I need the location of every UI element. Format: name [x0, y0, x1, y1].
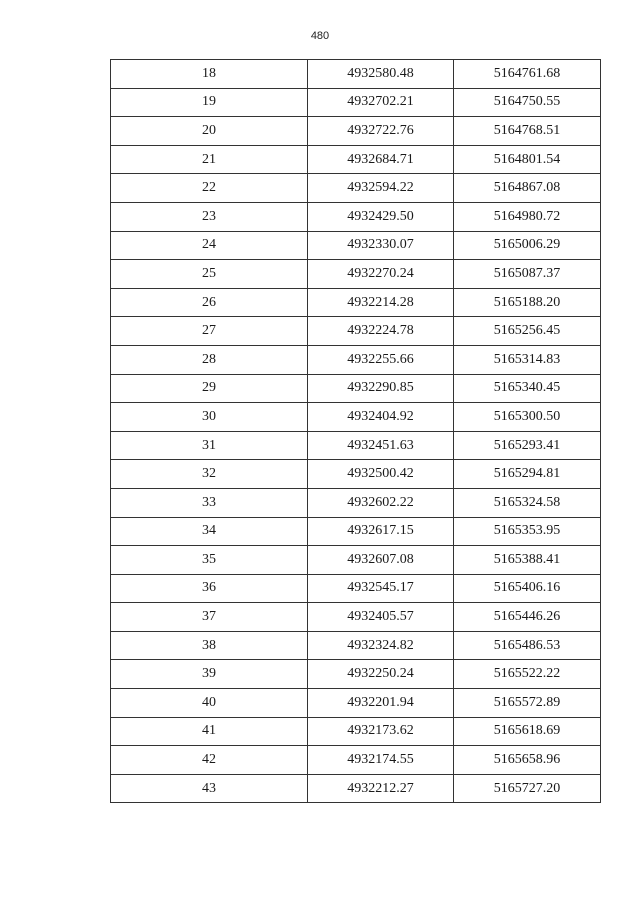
point-number-cell: 23	[111, 202, 308, 231]
y-coordinate-cell: 5165727.20	[454, 774, 601, 803]
y-coordinate-cell: 5165340.45	[454, 374, 601, 403]
y-coordinate-cell: 5165618.69	[454, 717, 601, 746]
x-coordinate-cell: 4932255.66	[308, 345, 454, 374]
y-coordinate-cell: 5165006.29	[454, 231, 601, 260]
x-coordinate-cell: 4932722.76	[308, 117, 454, 146]
point-number-cell: 24	[111, 231, 308, 260]
y-coordinate-cell: 5165572.89	[454, 689, 601, 718]
x-coordinate-cell: 4932429.50	[308, 202, 454, 231]
x-coordinate-cell: 4932270.24	[308, 260, 454, 289]
x-coordinate-cell: 4932607.08	[308, 546, 454, 575]
point-number-cell: 29	[111, 374, 308, 403]
point-number-cell: 28	[111, 345, 308, 374]
table-row	[111, 117, 601, 146]
x-coordinate-cell: 4932594.22	[308, 174, 454, 203]
table-row	[111, 288, 601, 317]
y-coordinate-cell: 5164761.68	[454, 60, 601, 89]
point-number-cell: 35	[111, 546, 308, 575]
coordinate-table-body	[111, 60, 601, 803]
x-coordinate-cell: 4932545.17	[308, 574, 454, 603]
coordinate-table	[110, 59, 601, 803]
x-coordinate-cell: 4932451.63	[308, 431, 454, 460]
point-number-cell: 34	[111, 517, 308, 546]
y-coordinate-cell: 5165188.20	[454, 288, 601, 317]
point-number-cell: 26	[111, 288, 308, 317]
table-row	[111, 603, 601, 632]
x-coordinate-cell: 4932684.71	[308, 145, 454, 174]
y-coordinate-cell: 5165522.22	[454, 660, 601, 689]
point-number-cell: 19	[111, 88, 308, 117]
y-coordinate-cell: 5165406.16	[454, 574, 601, 603]
x-coordinate-cell: 4932224.78	[308, 317, 454, 346]
point-number-cell: 43	[111, 774, 308, 803]
y-coordinate-cell: 5165294.81	[454, 460, 601, 489]
y-coordinate-cell: 5165256.45	[454, 317, 601, 346]
y-coordinate-cell: 5164980.72	[454, 202, 601, 231]
y-coordinate-cell: 5165324.58	[454, 488, 601, 517]
x-coordinate-cell: 4932212.27	[308, 774, 454, 803]
x-coordinate-cell: 4932702.21	[308, 88, 454, 117]
point-number-cell: 38	[111, 631, 308, 660]
table-row	[111, 431, 601, 460]
x-coordinate-cell: 4932174.55	[308, 746, 454, 775]
y-coordinate-cell: 5165658.96	[454, 746, 601, 775]
point-number-cell: 40	[111, 689, 308, 718]
table-row	[111, 374, 601, 403]
x-coordinate-cell: 4932602.22	[308, 488, 454, 517]
point-number-cell: 20	[111, 117, 308, 146]
point-number-cell: 32	[111, 460, 308, 489]
point-number-cell: 27	[111, 317, 308, 346]
table-row	[111, 488, 601, 517]
table-row	[111, 774, 601, 803]
x-coordinate-cell: 4932405.57	[308, 603, 454, 632]
point-number-cell: 36	[111, 574, 308, 603]
table-row	[111, 345, 601, 374]
point-number-cell: 18	[111, 60, 308, 89]
point-number-cell: 25	[111, 260, 308, 289]
table-row	[111, 746, 601, 775]
table-row	[111, 202, 601, 231]
y-coordinate-cell: 5165446.26	[454, 603, 601, 632]
y-coordinate-cell: 5165353.95	[454, 517, 601, 546]
y-coordinate-cell: 5165314.83	[454, 345, 601, 374]
table-row	[111, 574, 601, 603]
table-row	[111, 88, 601, 117]
x-coordinate-cell: 4932290.85	[308, 374, 454, 403]
y-coordinate-cell: 5164801.54	[454, 145, 601, 174]
x-coordinate-cell: 4932580.48	[308, 60, 454, 89]
x-coordinate-cell: 4932201.94	[308, 689, 454, 718]
table-row	[111, 460, 601, 489]
table-row	[111, 403, 601, 432]
table-row	[111, 689, 601, 718]
table-row	[111, 260, 601, 289]
table-row	[111, 317, 601, 346]
table-row	[111, 717, 601, 746]
point-number-cell: 30	[111, 403, 308, 432]
point-number-cell: 21	[111, 145, 308, 174]
x-coordinate-cell: 4932330.07	[308, 231, 454, 260]
y-coordinate-cell: 5164867.08	[454, 174, 601, 203]
y-coordinate-cell: 5165486.53	[454, 631, 601, 660]
x-coordinate-cell: 4932214.28	[308, 288, 454, 317]
table-row	[111, 546, 601, 575]
table-row	[111, 660, 601, 689]
x-coordinate-cell: 4932250.24	[308, 660, 454, 689]
x-coordinate-cell: 4932324.82	[308, 631, 454, 660]
table-row	[111, 631, 601, 660]
x-coordinate-cell: 4932617.15	[308, 517, 454, 546]
point-number-cell: 39	[111, 660, 308, 689]
table-row	[111, 174, 601, 203]
y-coordinate-cell: 5165300.50	[454, 403, 601, 432]
point-number-cell: 33	[111, 488, 308, 517]
y-coordinate-cell: 5164768.51	[454, 117, 601, 146]
x-coordinate-cell: 4932500.42	[308, 460, 454, 489]
table-row	[111, 231, 601, 260]
x-coordinate-cell: 4932404.92	[308, 403, 454, 432]
point-number-cell: 22	[111, 174, 308, 203]
y-coordinate-cell: 5164750.55	[454, 88, 601, 117]
point-number-cell: 41	[111, 717, 308, 746]
point-number-cell: 42	[111, 746, 308, 775]
page-number: 480	[310, 30, 330, 42]
point-number-cell: 37	[111, 603, 308, 632]
y-coordinate-cell: 5165293.41	[454, 431, 601, 460]
y-coordinate-cell: 5165087.37	[454, 260, 601, 289]
table-row	[111, 517, 601, 546]
y-coordinate-cell: 5165388.41	[454, 546, 601, 575]
x-coordinate-cell: 4932173.62	[308, 717, 454, 746]
point-number-cell: 31	[111, 431, 308, 460]
table-row	[111, 60, 601, 89]
table-row	[111, 145, 601, 174]
